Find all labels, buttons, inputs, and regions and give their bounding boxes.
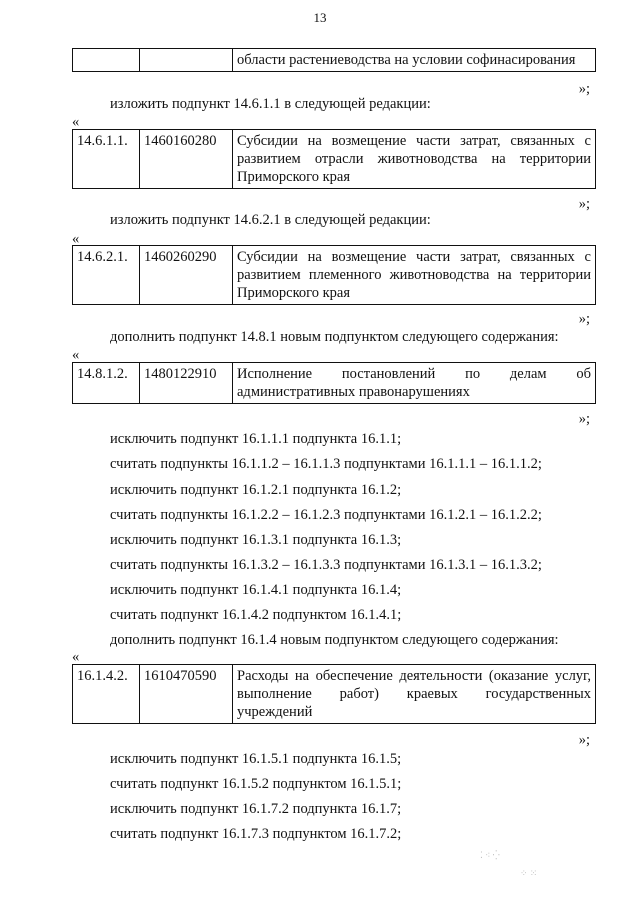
list-item: считать подпункт 16.1.4.2 подпунктом 16.1.4.1; <box>110 607 402 623</box>
list-item: исключить подпункт 16.1.4.1 подпункта 16.1.4; <box>110 582 402 598</box>
table-cell-description: области растениеводства на условии софинасирования <box>233 49 596 72</box>
list-item: считать подпункты 16.1.1.2 – 16.1.1.3 подпунктами 16.1.1.1 – 16.1.1.2; <box>110 456 542 472</box>
instruction-text: дополнить подпункт 14.8.1 новым подпунктом следующего содержания: <box>110 329 559 345</box>
amendment-table <box>72 362 596 404</box>
closing-quote: »; <box>578 311 590 327</box>
table-cell-kbk <box>140 49 233 72</box>
list-item: считать подпункт 16.1.5.2 подпунктом 16.1.5.1; <box>110 776 402 792</box>
list-item: исключить подпункт 16.1.3.1 подпункта 16.1.3; <box>110 532 402 548</box>
table-cell-code: 14.6.1.1. <box>73 130 140 189</box>
list-item: считать подпункт 16.1.7.3 подпунктом 16.1.7.2; <box>110 826 402 842</box>
table-cell-code: 16.1.4.2. <box>73 665 140 724</box>
table-row-continuation <box>72 48 596 72</box>
table-cell-code <box>73 49 140 72</box>
instruction-text: изложить подпункт 14.6.1.1 в следующей редакции: <box>110 96 431 112</box>
table-cell-code: 14.6.2.1. <box>73 246 140 305</box>
table-cell-description: Субсидии на возмещение части затрат, связанных с развитием племенного животноводства на территории Приморского края <box>233 246 596 305</box>
closing-quote: »; <box>578 732 590 748</box>
closing-quote: »; <box>578 196 590 212</box>
table-cell-code: 14.8.1.2. <box>73 363 140 404</box>
opening-quote: « <box>72 347 80 363</box>
list-item: исключить подпункт 16.1.1.1 подпункта 16.1.1; <box>110 431 402 447</box>
table-cell-kbk: 1460160280 <box>140 130 233 189</box>
table-cell-kbk: 1460260290 <box>140 246 233 305</box>
instruction-text: дополнить подпункт 16.1.4 новым подпунктом следующего содержания: <box>110 632 559 648</box>
closing-quote: »; <box>578 411 590 427</box>
table-cell-description: Расходы на обеспечение деятельности (оказание услуг, выполнение работ) краевых государственных учреждений <box>233 665 596 724</box>
page-number: 13 <box>313 10 327 25</box>
list-item: исключить подпункт 16.1.5.1 подпункта 16.1.5; <box>110 751 402 767</box>
opening-quote: « <box>72 114 80 130</box>
opening-quote: « <box>72 231 80 247</box>
table-cell-description: Субсидии на возмещение части затрат, связанных с развитием отрасли животноводства на территории Приморского края <box>233 130 596 189</box>
opening-quote: « <box>72 649 80 665</box>
list-item: исключить подпункт 16.1.2.1 подпункта 16.1.2; <box>110 482 402 498</box>
list-item: считать подпункты 16.1.3.2 – 16.1.3.3 подпунктами 16.1.3.1 – 16.1.3.2; <box>110 557 542 573</box>
closing-quote: »; <box>578 81 590 97</box>
table-cell-kbk: 1480122910 <box>140 363 233 404</box>
scan-artifact: ⁚ ⁖ ⁛ <box>480 850 500 860</box>
amendment-table <box>72 129 596 189</box>
list-item: считать подпункты 16.1.2.2 – 16.1.2.3 подпунктами 16.1.2.1 – 16.1.2.2; <box>110 507 542 523</box>
amendment-table <box>72 664 596 724</box>
list-item: исключить подпункт 16.1.7.2 подпункта 16.1.7; <box>110 801 402 817</box>
amendment-table <box>72 245 596 305</box>
instruction-text: изложить подпункт 14.6.2.1 в следующей редакции: <box>110 212 431 228</box>
scan-artifact: ⁘ ⁙ <box>520 868 538 878</box>
table-cell-kbk: 1610470590 <box>140 665 233 724</box>
table-cell-description: Исполнение постановлений по делам об административных правонарушениях <box>233 363 596 404</box>
